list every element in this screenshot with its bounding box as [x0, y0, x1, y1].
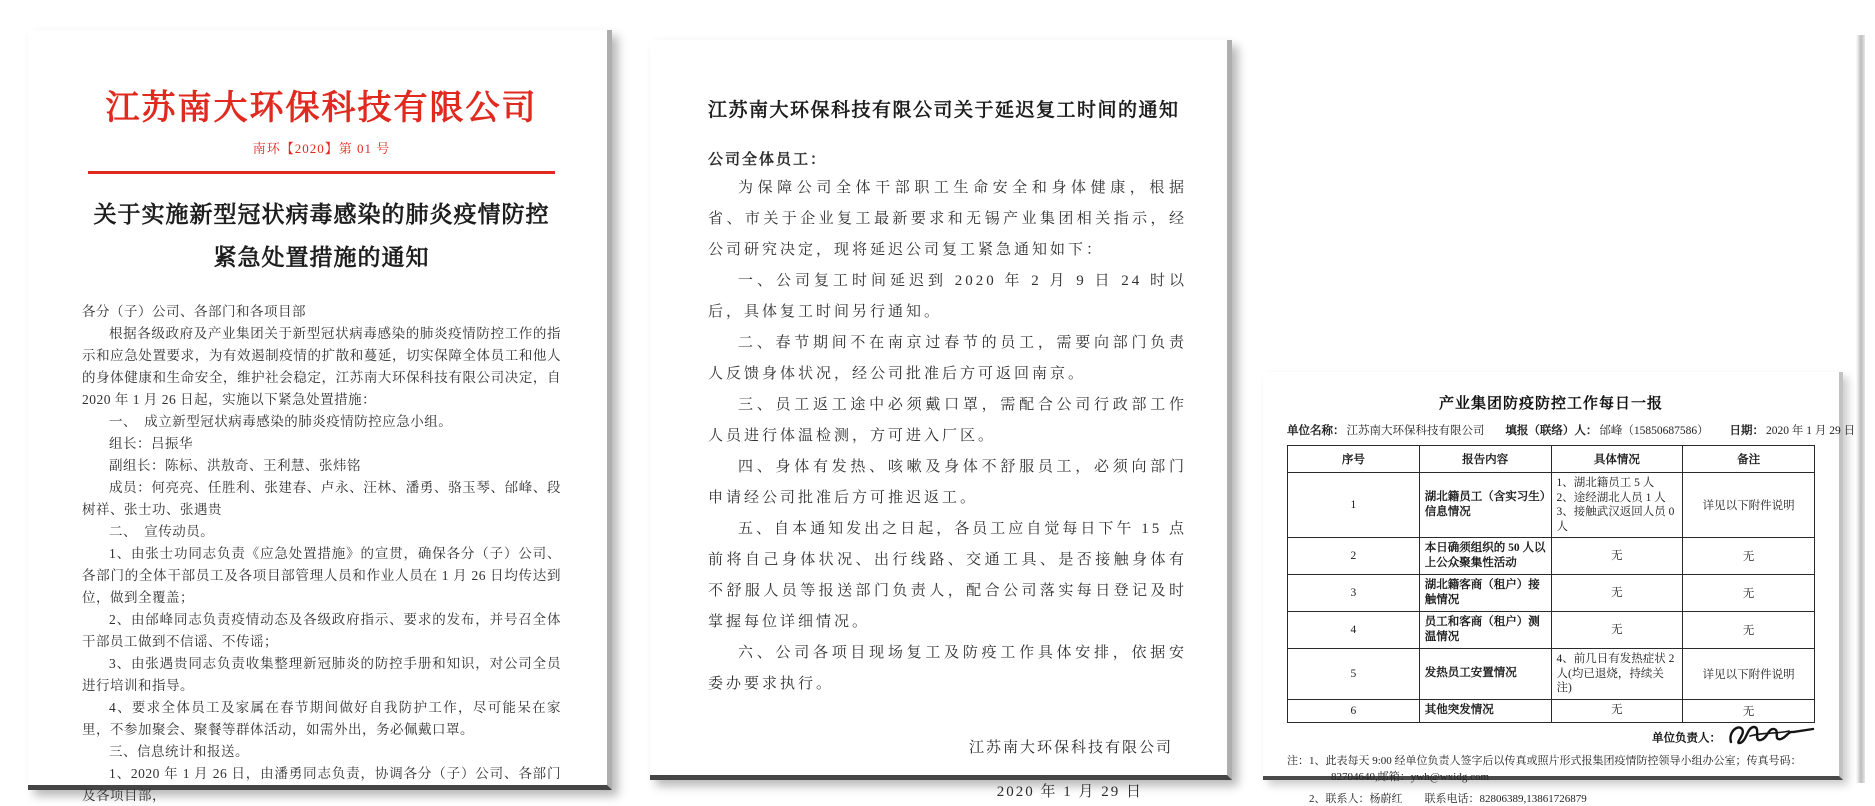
notice-body [708, 173, 1187, 700]
row-content: 湖北籍客商（租户）接触情况 [1419, 575, 1551, 612]
detail-line: 1、湖北籍员工 5 人 [1556, 477, 1655, 489]
row-detail: 无 [1551, 538, 1683, 575]
row-detail: 无 [1551, 612, 1683, 649]
report-meta-line [1287, 422, 1856, 438]
page-delayed-return-notice [650, 40, 1232, 800]
row-no: 2 [1288, 538, 1420, 575]
row-remark: 无 [1683, 699, 1815, 722]
reporter-value: 邰峰（15850687586） [1599, 425, 1709, 437]
row-remark: 详见以下附件说明 [1683, 473, 1815, 538]
body-paragraph: 一、 成立新型冠状病毒感染的肺炎疫情防控应急小组。 [109, 414, 453, 430]
body-paragraph: 三、员工返工途中必须戴口罩，需配合公司行政部工作人员进行体温检测，方可进入厂区。 [708, 397, 1187, 444]
row-no: 5 [1288, 649, 1420, 700]
body-paragraph: 二、 宣传动员。 [109, 524, 215, 540]
row-detail: 无 [1551, 575, 1683, 612]
body-paragraph: 副组长：陈标、洪敖奇、王利慧、张炜铭 [109, 458, 361, 474]
row-no: 3 [1288, 575, 1420, 612]
signing-date: 2020 年 1 月 29 日 [996, 784, 1143, 800]
report-title: 产业集团防疫防控工作每日一报 [1438, 396, 1663, 412]
responsible-person-row [1287, 729, 1815, 749]
screenshot-edge-artifact [1856, 35, 1865, 783]
row-detail: 4、前几日有发热症状 2 人(均已退烧，持续关注) [1551, 649, 1683, 700]
body-paragraph: 为保障公司全体干部职工生命安全和身体健康，根据省、市关于企业复工最新要求和无锡产业集团相关指示，经公司研究决定，现将延迟公司复工紧急通知如下： [708, 180, 1187, 258]
table-header-row [1288, 446, 1815, 473]
footnote: 2、联系人：杨蔚红 联系电话：82806389,13861726879 [1309, 792, 1587, 805]
date-value: 2020 年 1 月 29 日 [1766, 425, 1856, 437]
col-header-no: 序号 [1288, 446, 1420, 473]
row-no: 6 [1288, 699, 1420, 722]
notice-body [82, 301, 561, 806]
report-footnotes [1287, 753, 1815, 806]
body-paragraph: 根据各级政府及产业集团关于新型冠状病毒感染的肺炎疫情防控工作的指示和应急处置要求，为有效遏制疫情的扩散和蔓延，切实保障全体员工和他人的身体健康和生命安全，维护社会稳定，江苏南大环保科技有限公司决定，自 2020 年 1 月 26 日起，实施以下紧急处置措施： [82, 326, 561, 408]
daily-report-table [1287, 445, 1815, 723]
body-paragraph: 组长：吕振华 [109, 436, 193, 452]
row-content: 其他突发情况 [1419, 699, 1551, 722]
page-daily-report-form [1263, 372, 1856, 805]
col-header-remark: 备注 [1683, 446, 1815, 473]
company-letterhead: 江苏南大环保科技有限公司 [105, 90, 538, 127]
date-label: 日期： [1729, 425, 1764, 437]
row-remark: 详见以下附件说明 [1683, 649, 1815, 700]
row-no: 1 [1288, 473, 1420, 538]
table-row [1288, 612, 1815, 649]
notice-title: 关于实施新型冠状病毒感染的肺炎疫情防控紧急处置措施的通知 [93, 202, 550, 270]
salutation-line: 公司全体员工： [708, 152, 828, 168]
table-row [1288, 473, 1815, 538]
detail-line: 3、接触武汉返回人员 0 人 [1556, 506, 1675, 533]
table-row [1288, 575, 1815, 612]
col-header-content: 报告内容 [1419, 446, 1551, 473]
page-emergency-measures-notice [28, 30, 612, 804]
row-detail: 无 [1551, 699, 1683, 722]
document-number: 南环【2020】第 01 号 [252, 141, 391, 156]
unit-name-value: 江苏南大环保科技有限公司 [1346, 425, 1485, 437]
row-content: 员工和客商（租户）测温情况 [1419, 612, 1551, 649]
body-paragraph: 六、公司各项目现场复工及防疫工作具体安排，依据安委办要求执行。 [708, 645, 1187, 692]
table-row [1288, 538, 1815, 575]
table-row [1288, 699, 1815, 722]
footnote: 注：1、此表每天 9:00 经单位负责人签字后以传真或照片形式报集团疫情防控领导小组办公室；传真号码：82704640,邮箱：ywh@wxidg.com [1287, 754, 1802, 783]
body-paragraph: 成员：何亮亮、任胜利、张建春、卢永、汪林、潘勇、骆玉琴、邰峰、段树祥、张士功、张遇贵 [82, 480, 561, 518]
row-content: 发热员工安置情况 [1419, 649, 1551, 700]
row-no: 4 [1288, 612, 1420, 649]
notice-title: 江苏南大环保科技有限公司关于延迟复工时间的通知 [708, 100, 1180, 121]
responsible-person-label: 单位负责人： [1652, 732, 1721, 745]
salutation-line: 各分（子）公司、各部门和各项目部 [82, 304, 306, 320]
row-detail [1551, 473, 1683, 538]
row-remark: 无 [1683, 612, 1815, 649]
handwritten-signature [1723, 721, 1815, 749]
body-paragraph: 2、由邰峰同志负责疫情动态及各级政府指示、要求的发布，并号召全体干部员工做到不信谣、不传谣； [82, 612, 561, 650]
signing-company: 江苏南大环保科技有限公司 [968, 740, 1173, 756]
table-row [1288, 649, 1815, 700]
body-paragraph: 二、春节期间不在南京过春节的员工，需要向部门负责人反馈身体状况，经公司批准后方可返回南京。 [708, 335, 1187, 382]
unit-name-label: 单位名称： [1287, 425, 1345, 437]
body-paragraph: 一、公司复工时间延迟到 2020 年 2 月 9 日 24 时以后，具体复工时间另行通知。 [708, 273, 1187, 320]
detail-line: 2、途经湖北人员 1 人 [1556, 491, 1666, 504]
body-paragraph: 4、要求全体员工及家属在春节期间做好自我防护工作，尽可能呆在家里，不参加聚会、聚餐等群体活动，如需外出，务必佩戴口罩。 [82, 700, 561, 738]
body-paragraph: 3、由张遇贵同志负责收集整理新冠肺炎的防控手册和知识，对公司全员进行培训和指导。 [82, 656, 561, 694]
body-paragraph: 五、自本通知发出之日起，各员工应自觉每日下午 15 点前将自己身体状况、出行线路、交通工具、是否接触身体有不舒服人员等报送部门负责人，配合公司落实每日登记及时掌握每位详细情况。 [708, 521, 1187, 630]
row-content: 本日确须组织的 50 人以上公众聚集性活动 [1419, 538, 1551, 575]
body-paragraph: 1、由张士功同志负责《应急处置措施》的宣贯，确保各分（子）公司、各部门的全体干部员工及各项目部管理人员和作业人员在 1 月 26 日均传达到位，做到全覆盖； [82, 546, 561, 606]
body-paragraph: 四、身体有发热、咳嗽及身体不舒服员工，必须向部门申请经公司批准后方可推迟返工。 [708, 459, 1187, 506]
red-divider-rule [88, 171, 555, 174]
row-content: 湖北籍员工（含实习生）信息情况 [1419, 473, 1551, 538]
row-remark: 无 [1683, 575, 1815, 612]
col-header-detail: 具体情况 [1551, 446, 1683, 473]
reporter-label: 填报（联络）人： [1505, 425, 1598, 437]
body-paragraph: 1、2020 年 1 月 26 日，由潘勇同志负责，协调各分（子）公司、各部门及各项目部， [82, 766, 561, 804]
signature-block [708, 726, 1187, 806]
row-remark: 无 [1683, 538, 1815, 575]
body-paragraph: 三、信息统计和报送。 [109, 744, 249, 760]
